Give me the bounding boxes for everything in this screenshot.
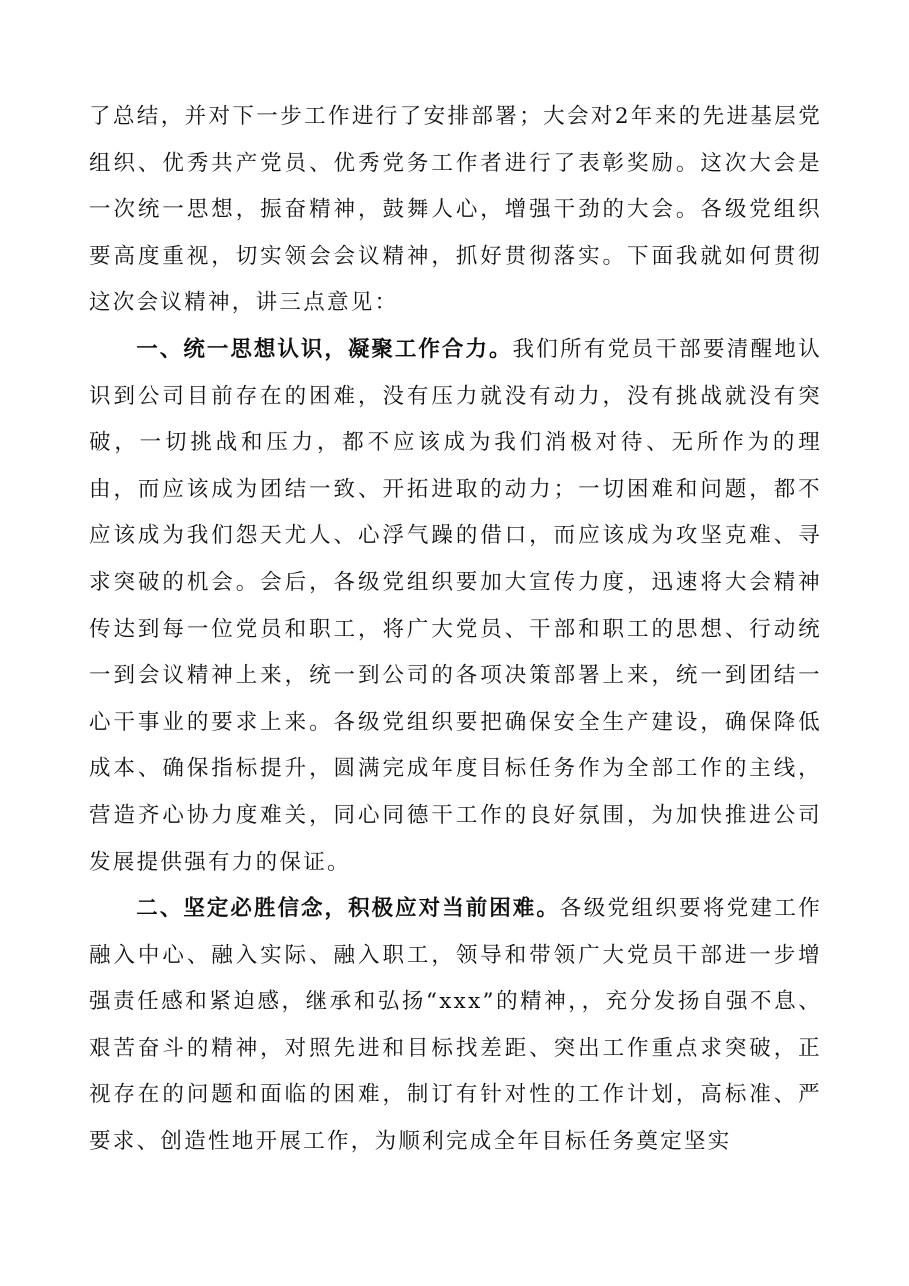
paragraph-point-two: [89, 886, 822, 1166]
paragraph-point-one: [89, 327, 822, 886]
document-body: [89, 94, 822, 1166]
paragraph-intro-continuation: [89, 94, 822, 327]
paragraph-heading: 一、统一思想认识，凝聚工作合力。: [136, 336, 513, 362]
paragraph-text: 我们所有党员干部要清醒地认识到公司目前存在的困难，没有压力就没有动力，没有挑战就没有突破，一切挑战和压力，都不应该成为我们消极对待、无所作为的理由，而应该成为团结一致、开拓进取的动力；一切困难和问题，都不应该成为我们怨天尤人、心浮气躁的借口，而应该成为攻坚克难、寻求突破的机会。会后，各级党组织要加大宣传力度，迅速将大会精神传达到每一位党员和职工，将广大党员、干部和职工的思想、行动统一到会议精神上来，统一到公司的各项决策部署上来，统一到团结一心干事业的要求上来。各级党组织要把确保安全生产建设，确保降低成本、确保指标提升，圆满完成年度目标任务作为全部工作的主线，营造齐心协力度难关，同心同德干工作的良好氛围，为加快推进公司发展提供强有力的保证。: [89, 336, 822, 875]
paragraph-heading: 二、坚定必胜信念，积极应对当前困难。: [136, 896, 560, 922]
paragraph-text: 了总结，并对下一步工作进行了安排部署；大会对2年来的先进基层党组织、优秀共产党员、优秀党务工作者进行了表彰奖励。这次大会是一次统一思想，振奋精神，鼓舞人心，增强干劲的大会。各级党组织要高度重视，切实领会会议精神，抓好贯彻落实。下面我就如何贯彻这次会议精神，讲三点意见：: [89, 104, 822, 316]
paragraph-text: 各级党组织要将党建工作融入中心、融入实际、融入职工，领导和带领广大党员干部进一步增强责任感和紧迫感，继承和弘扬“xxx”的精神，，充分发扬自强不息、艰苦奋斗的精神，对照先进和目标找差距、突出工作重点求突破，正视存在的问题和面临的困难，制订有针对性的工作计划，高标准、严要求、创造性地开展工作，为顺利完成全年目标任务奠定坚实: [89, 896, 822, 1155]
